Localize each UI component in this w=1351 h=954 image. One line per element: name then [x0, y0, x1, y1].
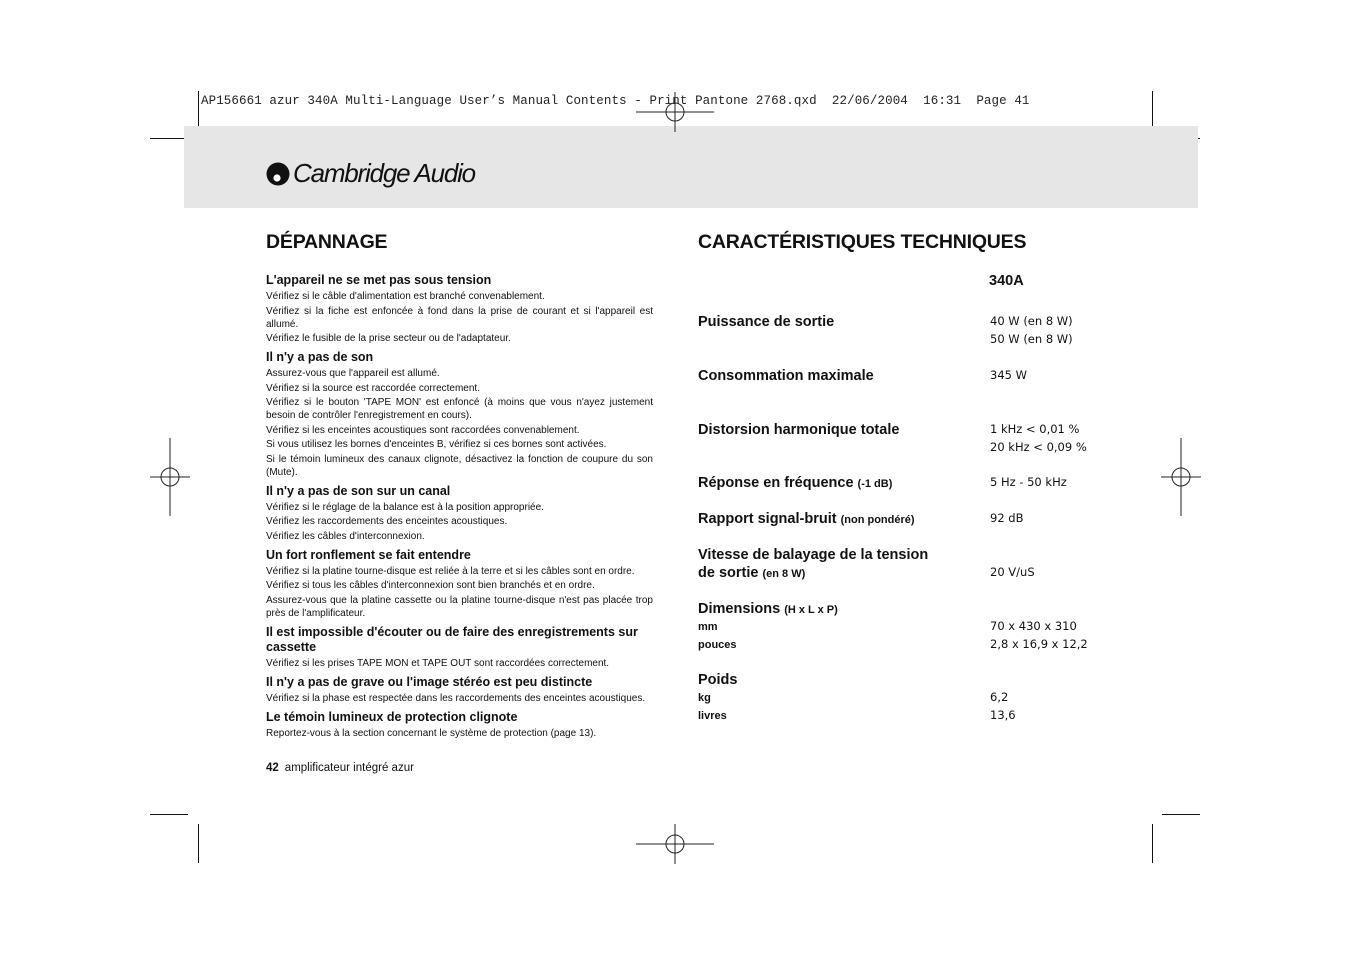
page-footer	[266, 762, 414, 774]
spec-label-power	[698, 313, 958, 331]
model-name: 340A	[989, 273, 1024, 289]
troubleshooting-title: DÉPANNAGE	[266, 231, 388, 253]
issue-fix: Reportez-vous à la section concernant le système de protection (page 13).	[266, 727, 597, 739]
spec-label-thd	[698, 421, 958, 439]
crop-mark	[1162, 814, 1200, 815]
spec-value-line: 50 W (en 8 W)	[990, 331, 1073, 346]
spec-value-line: 2,8 x 16,9 x 12,2	[990, 636, 1088, 651]
troubleshooting-issue	[266, 625, 653, 670]
spec-value-line: 345 W	[990, 368, 1027, 382]
spec-value-power	[990, 313, 1073, 348]
troubleshooting-issue	[266, 273, 653, 345]
spec-label-weight	[698, 671, 958, 689]
registration-mark-icon	[150, 438, 190, 516]
spec-label-text: Puissance de sortie	[698, 314, 835, 330]
spec-unit-kg: kg	[698, 692, 711, 704]
spec-qualifier: (H x L x P)	[784, 604, 838, 616]
spec-label-text: Réponse en fréquence	[698, 475, 854, 491]
cambridge-audio-logo-icon	[266, 162, 290, 186]
spec-label-text: Poids	[698, 672, 738, 688]
brand-logo	[266, 158, 475, 189]
crop-mark	[1152, 91, 1153, 130]
spec-value-line: 5 Hz - 50 kHz	[990, 475, 1067, 489]
troubleshooting-issue	[266, 350, 653, 479]
page-number: 42	[266, 762, 279, 774]
issue-fix: Vérifiez si la source est raccordée correctement.	[266, 382, 480, 394]
crop-mark	[198, 91, 199, 130]
spec-value-line: 92 dB	[990, 511, 1024, 525]
spec-value-line: 20 V/uS	[990, 565, 1035, 579]
troubleshooting-issue	[266, 710, 653, 740]
spec-value-snr	[990, 510, 1023, 528]
spec-qualifier: (non pondéré)	[840, 514, 915, 526]
issue-fix: Vérifiez si la platine tourne-disque est reliée à la terre et si les câbles sont en ordre.	[266, 565, 635, 577]
spec-value-thd	[990, 421, 1087, 456]
crop-mark	[1152, 824, 1153, 863]
issue-fix: Si vous utilisez les bornes d'enceintes B, vérifiez si ces bornes sont activées.	[266, 439, 607, 450]
issue-fix: Vérifiez le fusible de la prise secteur ou de l'adaptateur.	[266, 333, 511, 344]
spec-label-text: Vitesse de balayage de la tension	[698, 547, 929, 563]
registration-mark-icon	[636, 92, 714, 132]
spec-label-text: Dimensions	[698, 601, 781, 617]
footer-text: amplificateur intégré azur	[284, 762, 414, 774]
issue-fix: Vérifiez si le bouton 'TAPE MON' est enfoncé (à moins que vous n'ayez justement besoin de contrôler l'enregistrement en cours).	[266, 397, 653, 421]
troubleshooting-issue	[266, 548, 653, 620]
issue-fix: Vérifiez si la phase est respectée dans les raccordements des enceintes acoustiques.	[266, 692, 646, 704]
issue-fix: Vérifiez les câbles d'interconnexion.	[266, 530, 425, 542]
print-slug-line: AP156661 azur 340A Multi-Language User’s Manual Contents - Print Pantone 2768.qxd 22/06/2004 16:31 Page 41	[201, 94, 1030, 108]
spec-unit-inches: pouces	[698, 639, 737, 651]
spec-value-consumption	[990, 367, 1027, 385]
spec-value-line: 20 kHz < 0,09 %	[990, 439, 1087, 454]
issue-fix: Vérifiez les raccordements des enceintes acoustiques.	[266, 516, 508, 527]
issue-fix: Vérifiez si les prises TAPE MON et TAPE OUT sont raccordées correctement.	[266, 657, 610, 669]
crop-mark	[150, 814, 188, 815]
issue-fix: Si le témoin lumineux des canaux clignote, désactivez la fonction de coupure du son (Mute).	[266, 453, 653, 478]
spec-value-dimensions	[990, 618, 1088, 653]
issue-fix: Vérifiez si tous les câbles d'interconnexion sont bien branchés et en ordre.	[266, 580, 595, 591]
spec-label-consumption	[698, 367, 958, 385]
issue-fix: Assurez-vous que l'appareil est allumé.	[266, 368, 440, 379]
spec-value-line: 70 x 430 x 310	[990, 619, 1077, 633]
spec-label-frequency	[698, 474, 958, 493]
spec-unit-pounds: livres	[698, 710, 727, 722]
specs-title: CARACTÉRISTIQUES TECHNIQUES	[698, 231, 1027, 253]
spec-value-line: 13,6	[990, 707, 1016, 722]
spec-value-frequency	[990, 474, 1067, 492]
spec-label-slew	[698, 546, 978, 583]
spec-label-text: Rapport signal-bruit	[698, 511, 837, 527]
issue-fix: Vérifiez si la fiche est enfoncée à fond dans la prise de courant et si l'appareil est allumé.	[266, 305, 653, 330]
issue-title: Il est impossible d'écouter ou de faire des enregistrements sur cassette	[266, 624, 638, 654]
issue-title: Un fort ronflement se fait entendre	[266, 547, 471, 562]
spec-value-line: 40 W (en 8 W)	[990, 314, 1073, 328]
spec-label-text: Consommation maximale	[698, 368, 874, 384]
spec-label-snr	[698, 510, 958, 529]
spec-label-dimensions	[698, 600, 958, 619]
issue-title: Il n'y a pas de son sur un canal	[266, 483, 451, 498]
troubleshooting-issue	[266, 484, 653, 543]
crop-mark	[150, 138, 188, 139]
spec-value-line: 6,2	[990, 690, 1009, 704]
issue-title: Il n'y a pas de son	[266, 350, 374, 364]
registration-mark-icon	[636, 824, 714, 864]
spec-qualifier: (en 8 W)	[762, 568, 806, 580]
issue-title: Le témoin lumineux de protection clignote	[266, 709, 518, 724]
crop-mark	[198, 824, 199, 863]
spec-qualifier: (-1 dB)	[857, 478, 893, 490]
issue-fix: Vérifiez si le réglage de la balance est à la position appropriée.	[266, 501, 544, 513]
brand-name: Cambridge Audio	[293, 158, 475, 188]
troubleshooting-list	[266, 273, 653, 741]
spec-value-line: 1 kHz < 0,01 %	[990, 422, 1080, 436]
issue-fix: Vérifiez si les enceintes acoustiques sont raccordées convenablement.	[266, 424, 580, 436]
spec-label-text: de sortie	[698, 565, 759, 581]
issue-title: L'appareil ne se met pas sous tension	[266, 273, 492, 287]
spec-value-slew	[990, 564, 1035, 582]
spec-label-text: Distorsion harmonique totale	[698, 422, 900, 438]
issue-fix: Assurez-vous que la platine cassette ou la platine tourne-disque n'est pas placée trop près de l'amplificateur.	[266, 594, 653, 619]
spec-unit-mm: mm	[698, 621, 718, 633]
spec-value-weight	[990, 689, 1016, 724]
registration-mark-icon	[1161, 438, 1201, 516]
troubleshooting-issue	[266, 675, 653, 705]
issue-title: Il n'y a pas de grave ou l'image stéréo est peu distincte	[266, 674, 593, 689]
issue-fix: Vérifiez si le câble d'alimentation est branché convenablement.	[266, 291, 545, 302]
